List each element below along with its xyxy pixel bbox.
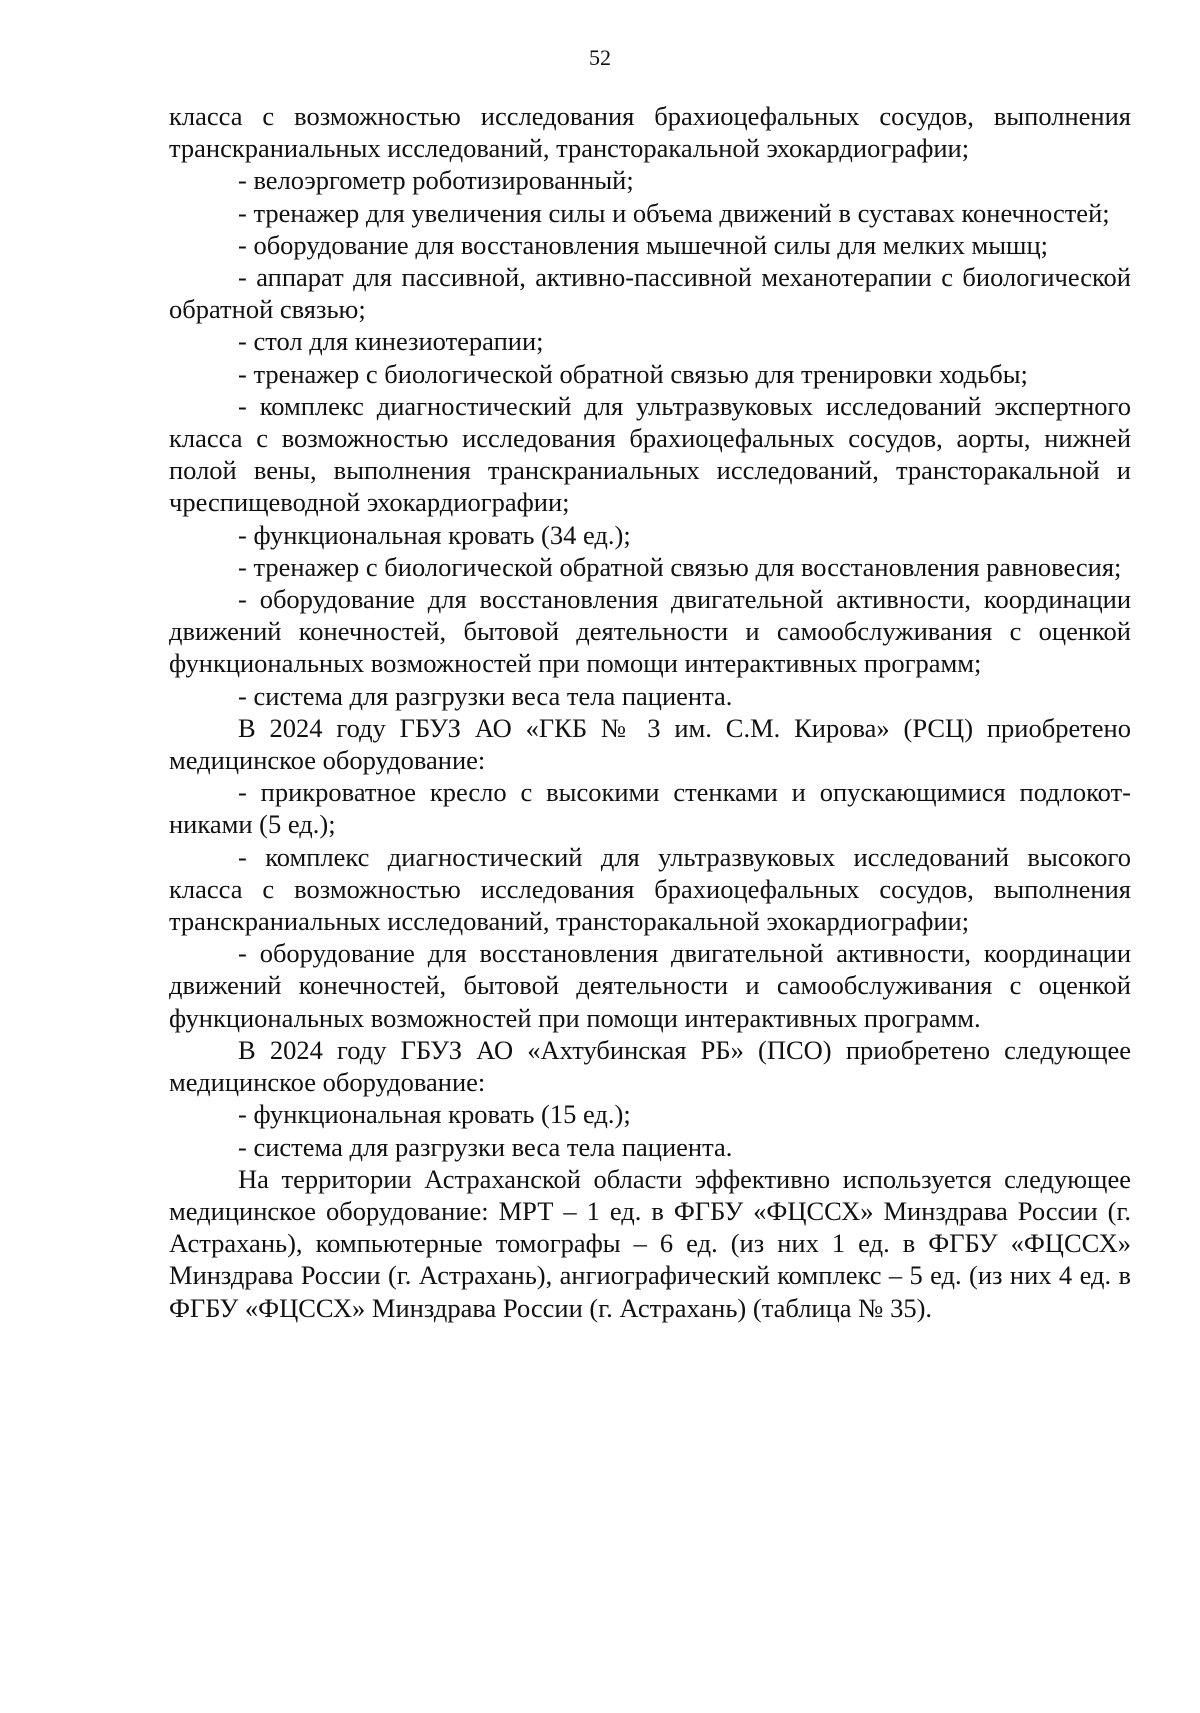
page-number: 52: [589, 45, 611, 70]
document-body: [169, 100, 1131, 1324]
paragraph: На территории Астраханской области эффективно используется следующее медицинское оборудование: МРТ – 1 ед. в ФГБУ «ФЦССХ» Минздрава России (г. Астрахань), компьютерные томографы – 6 ед. (из них 1 ед. в ФГБУ «ФЦССХ» Минздрава России (г. Астрахань), ангиографический комплекс – 5 ед. (из них 4 ед. в ФГБУ «ФЦССХ» Минздрава России (г. Астрахань) (таблица № 35).: [169, 1163, 1131, 1323]
paragraph: - оборудование для восстановления двигательной активности, координации движений конечностей, бытовой деятельности и самообслуживания с оценкой функциональных возможностей при помощи интерактивных программ.: [169, 938, 1131, 1033]
paragraph: В 2024 году ГБУЗ АО «Ахтубинская РБ» (ПСО) приобретено следующее медицинское оборудование:: [169, 1034, 1131, 1098]
paragraph: - оборудование для восстановления двигательной активности, координации движений конечностей, бытовой деятельности и самообслуживания с оценкой функциональных возможностей при помощи интерактивных программ;: [169, 584, 1131, 679]
paragraph: - аппарат для пассивной, активно-пассивной механотерапии с биологической обратной связью;: [169, 262, 1131, 325]
paragraph: - система для разгрузки веса тела пациента.: [238, 1131, 733, 1162]
paragraph: класса с возможностью исследования брахиоцефальных сосудов, выполнения транскраниальных исследований, трансторакальной эхокардиографии;: [169, 101, 1131, 164]
paragraph: - тренажер для увеличения силы и объема движений в суставах конечностей;: [238, 197, 1110, 228]
paragraph: - прикроватное кресло с высокими стенками и опускающимися подлокотниками (5 ед.);: [169, 777, 1131, 840]
paragraph: - велоэргометр роботизированный;: [238, 165, 634, 196]
paragraph: - оборудование для восстановления мышечной силы для мелких мышц;: [238, 229, 1049, 260]
paragraph: - комплекс диагностический для ультразвуковых исследований экспертного класса с возможностью исследования брахиоцефальных сосудов, аорты, нижней полой вены, выполнения транскраниальных исследований, трансторакальной и чреспищеводной эхокардиографии;: [169, 390, 1131, 518]
paragraph: - тренажер с биологической обратной связью для восстановления равновесия;: [238, 551, 1122, 582]
paragraph: - система для разгрузки веса тела пациента.: [238, 680, 733, 711]
paragraph: - функциональная кровать (34 ед.);: [238, 519, 631, 550]
paragraph: - стол для кинезиотерапии;: [238, 326, 544, 357]
paragraph: - тренажер с биологической обратной связью для тренировки ходьбы;: [238, 358, 1028, 389]
paragraph: - функциональная кровать (15 ед.);: [238, 1099, 631, 1130]
paragraph: В 2024 году ГБУЗ АО «ГКБ № 3 им. С.М. Кирова» (РСЦ) приобретено медицинское оборудование:: [169, 712, 1131, 776]
paragraph: - комплекс диагностический для ультразвуковых исследований высокого класса с возможностью исследования брахиоцефальных сосудов, выполнения транскраниальных исследований, трансторакальной эхокардиографии;: [169, 841, 1131, 937]
